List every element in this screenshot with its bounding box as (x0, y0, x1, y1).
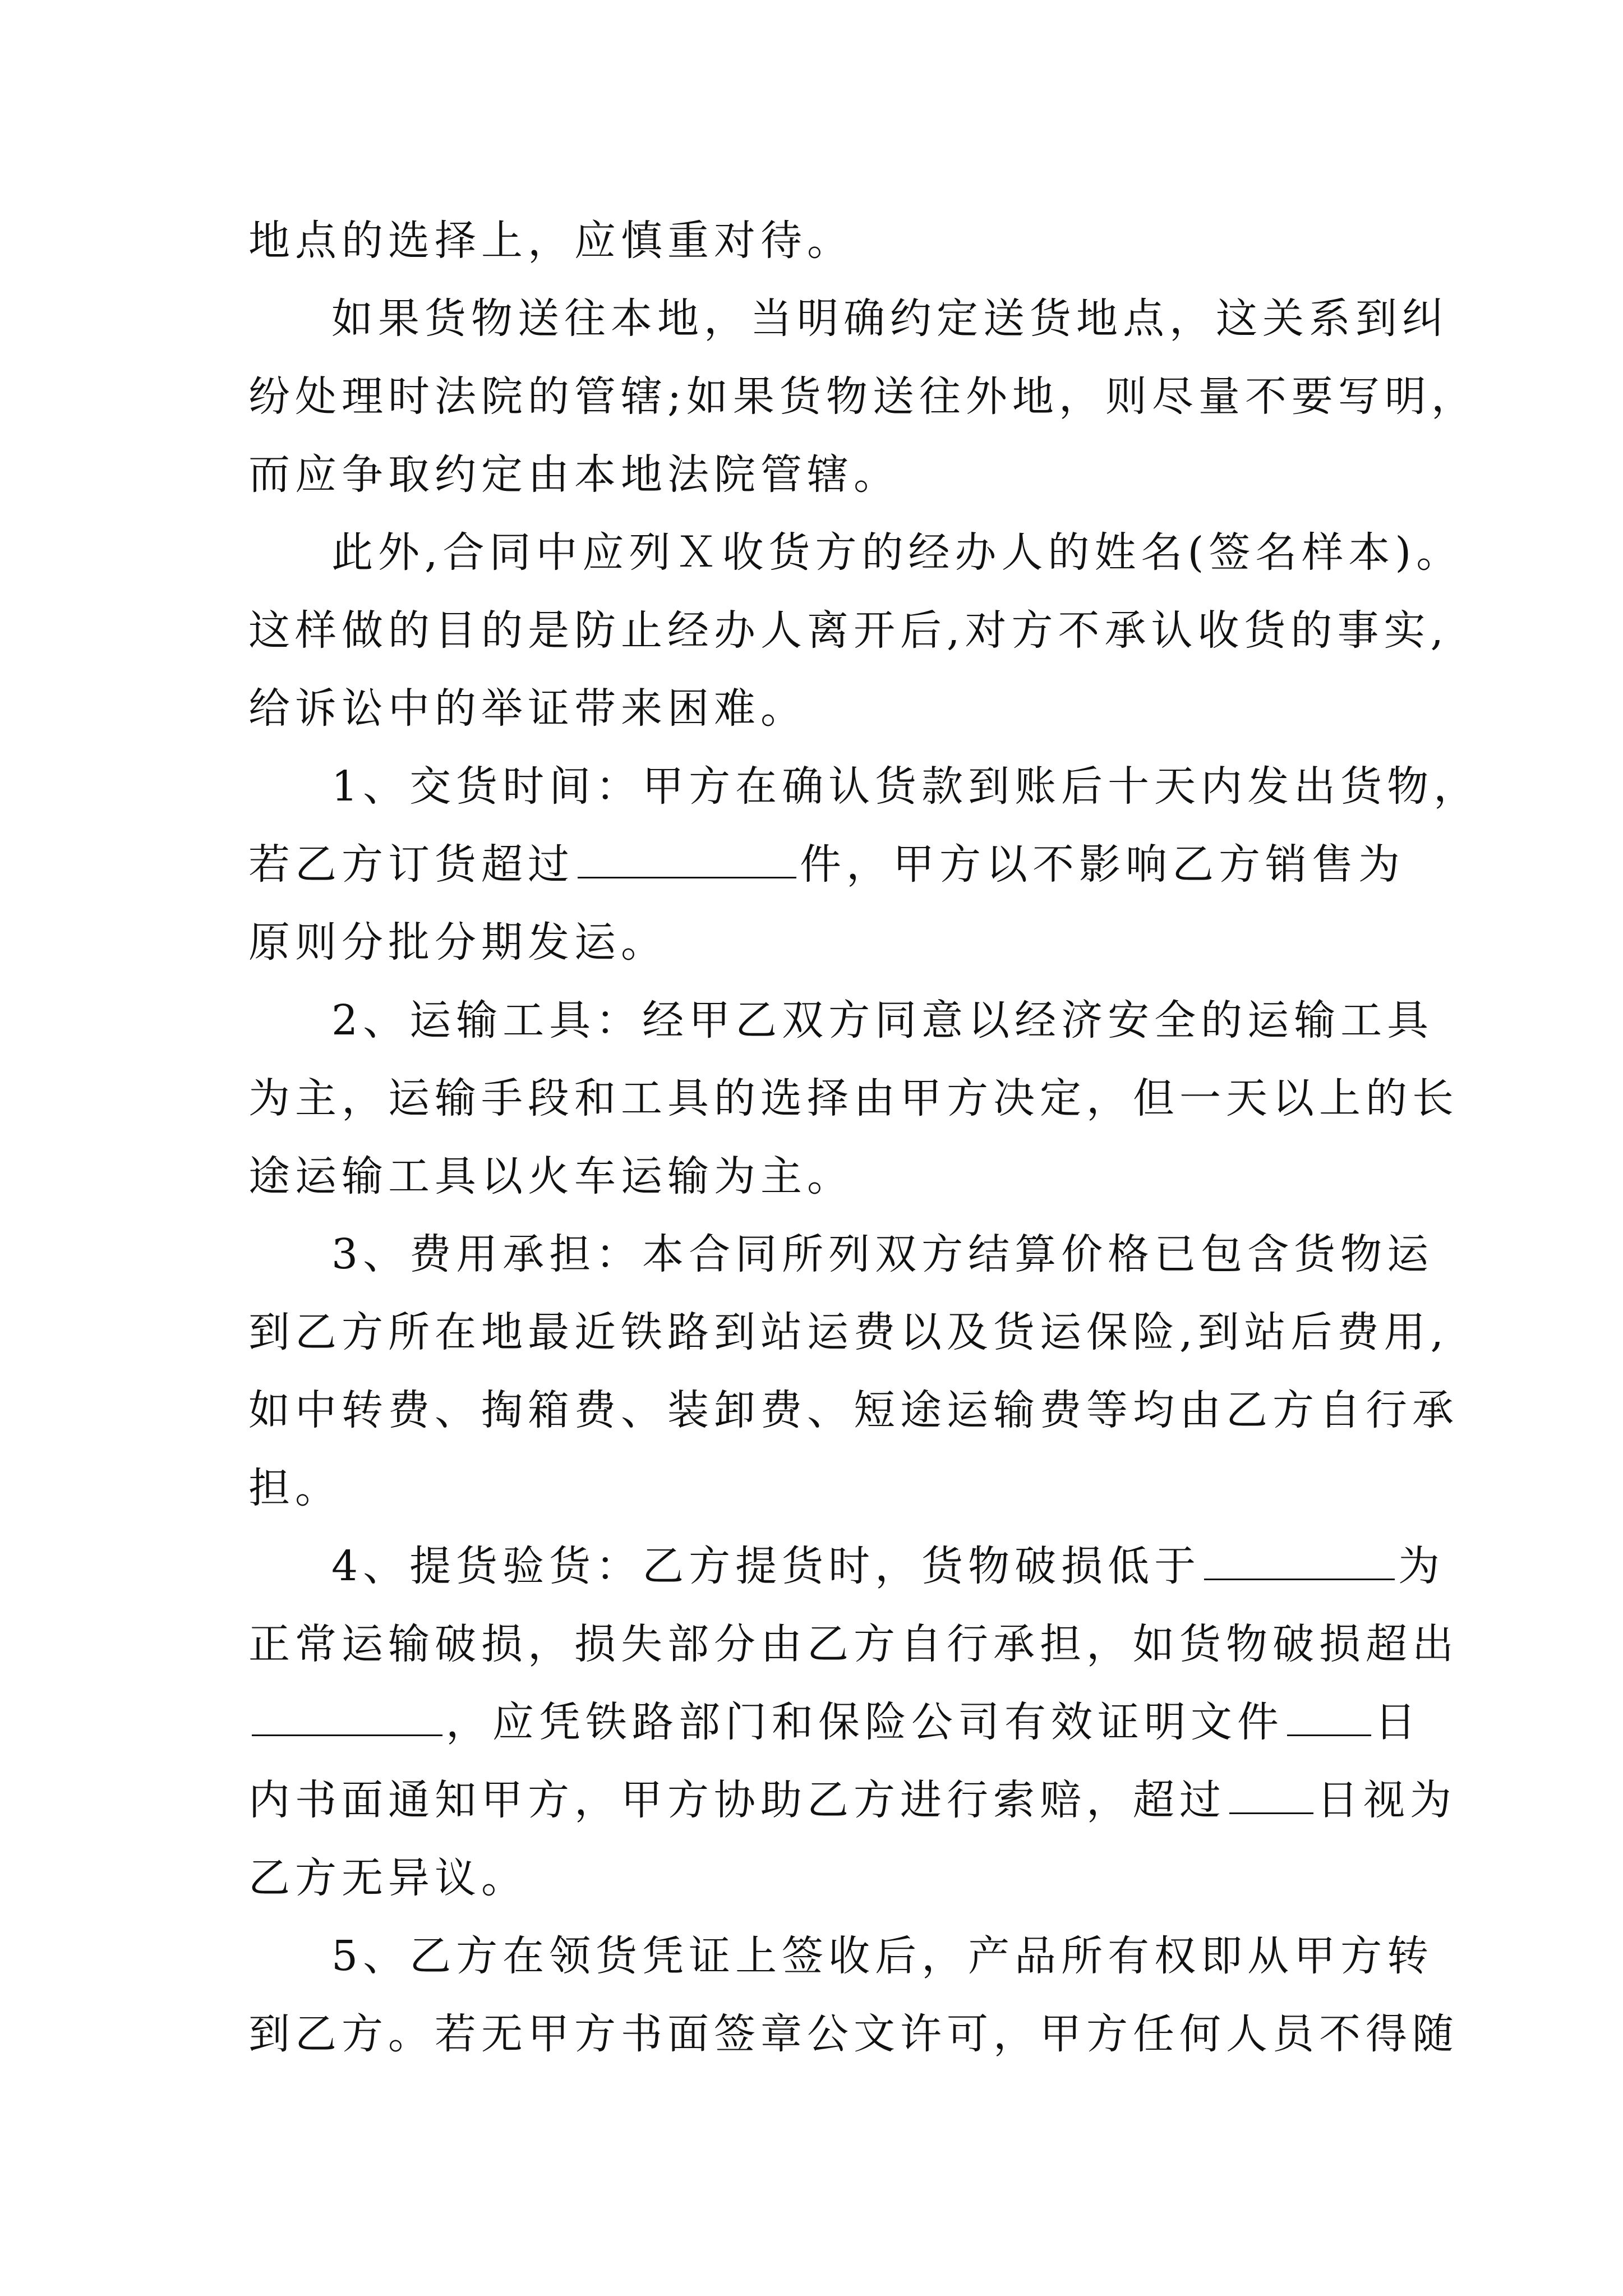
paragraph-line: 2、运输工具：经甲乙双方同意以经济安全的运输工具 (331, 996, 1434, 1045)
paragraph-line: 如果货物送往本地，当明确约定送货地点，这关系到纠 (331, 295, 1449, 343)
paragraph-line: 正常运输破损，损失部分由乙方自行承担，如货物破损超出 (248, 1620, 1459, 1668)
paragraph-line (248, 1683, 1421, 1761)
fill-in-blank (1287, 1697, 1371, 1736)
paragraph-line: 乙方无异议。 (248, 1854, 528, 1902)
paragraph-line: 地点的选择上，应慎重对待。 (248, 217, 854, 265)
text-segment: 件，甲方以不影响乙方销售为 (800, 840, 1405, 889)
paragraph-line: 到乙方所在地最近铁路到站运费以及货运保险,到站后费用, (248, 1308, 1449, 1356)
paragraph-line: 而应争取约定由本地法院管辖。 (248, 450, 900, 499)
paragraph-line (248, 826, 1405, 904)
text-segment: 为 (1398, 1542, 1445, 1590)
paragraph-line: 原则分批分期发运。 (248, 918, 667, 967)
paragraph-line: 为主，运输手段和工具的选择由甲方决定，但一天以上的长 (248, 1074, 1459, 1122)
fill-in-blank (252, 1697, 442, 1736)
fill-in-blank (1204, 1542, 1395, 1580)
paragraph-line: 纷处理时法院的管辖;如果货物送往外地，则尽量不要写明， (248, 372, 1478, 421)
paragraph-line: 1、交货时间：甲方在确认货款到账后十天内发出货物， (331, 762, 1481, 811)
paragraph-line: 此外,合同中应列Ｘ收货方的经办人的姓名(签名样本)。 (331, 528, 1463, 577)
fill-in-blank (1229, 1775, 1313, 1814)
paragraph-line: 到乙方。若无甲方书面签章公文许可，甲方任何人员不得随 (248, 2010, 1459, 2058)
document-page (248, 202, 1481, 2073)
paragraph-line: 给诉讼中的举证带来困难。 (248, 684, 807, 733)
text-segment: ，应凭铁路部门和保险公司有效证明文件 (446, 1698, 1284, 1746)
paragraph-line (248, 1527, 1445, 1605)
paragraph-line: 担。 (248, 1464, 342, 1512)
text-segment: 日视为 (1317, 1776, 1456, 1824)
paragraph-line: 如中转费、掏箱费、装卸费、短途运输费等均由乙方自行承 (248, 1386, 1459, 1434)
text-segment: 日 (1375, 1698, 1421, 1746)
text-segment: 内书面通知甲方，甲方协助乙方进行索赔，超过 (248, 1776, 1226, 1824)
paragraph-line: 3、费用承担：本合同所列双方结算价格已包含货物运 (331, 1230, 1434, 1278)
paragraph-line: 这样做的目的是防止经办人离开后,对方不承认收货的事实, (248, 606, 1449, 655)
text-segment: 4、提货验货：乙方提货时，货物破损低于 (331, 1542, 1201, 1590)
text-segment: 若乙方订货超过 (248, 840, 574, 889)
fill-in-blank (578, 840, 796, 878)
paragraph-line: 5、乙方在领货凭证上签收后，产品所有权即从甲方转 (331, 1932, 1434, 1980)
paragraph-line: 途运输工具以火车运输为主。 (248, 1152, 854, 1200)
paragraph-line (248, 1761, 1456, 1839)
